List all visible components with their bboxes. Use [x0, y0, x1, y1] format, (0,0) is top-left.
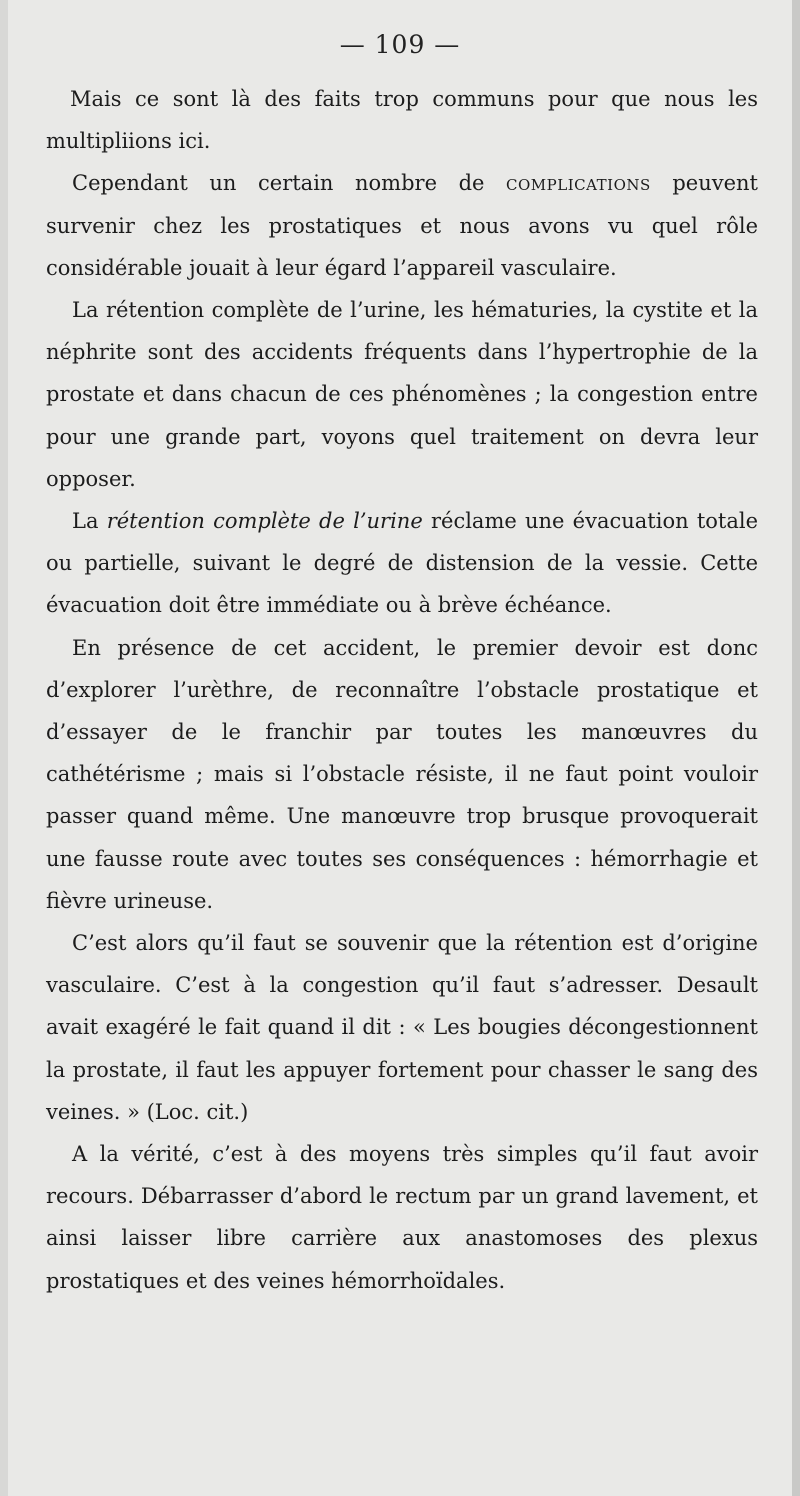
paragraph-2-text-a: Cependant un certain nombre de — [72, 171, 507, 196]
body-text — [46, 78, 758, 1302]
paragraph-3-text: La rétention complète de l’urine, les hématuries, la cystite et la néphrite sont des accidents fréquents dans l’hypertrophie de la prostate et dans chacun de ces phénomènes ; la congestion entre pour une grande part, voyons quel traitement on devra leur opposer. — [46, 298, 758, 491]
paragraph-4-text-b: réclame une évacuation totale ou partielle, suivant le degré de distension de la vessie. Cette évacuation doit être immédiate ou à brève échéance. — [46, 509, 759, 618]
paragraph-1-text: Mais ce sont là des faits trop communs pour que nous les multipliions ici. — [46, 87, 758, 154]
paragraph-4-text-a: La — [72, 509, 107, 534]
paragraph-6 — [46, 922, 758, 1133]
paragraph-6-text: C’est alors qu’il faut se souvenir que la rétention est d’origine vasculaire. C’est à la congestion qu’il faut s’adresser. Desault avait exagéré le fait quand il dit : « Les bougies décongestionnent la prostate, il faut les appuyer fortement pour chasser le sang des veines. » (Loc. cit.) — [46, 931, 758, 1124]
page-edge-shadow — [792, 0, 800, 1496]
complications-smallcaps: complications — [506, 171, 651, 196]
retention-italic: rétention complète de l’urine — [106, 509, 423, 534]
book-page — [8, 0, 792, 1496]
paragraph-3 — [46, 289, 758, 500]
paragraph-2 — [46, 162, 758, 289]
paragraph-2-text-b: peuvent survenir chez les prostatiques et nous avons vu quel rôle considérable jouait à leur égard l’appareil vasculaire. — [46, 171, 758, 280]
paragraph-5-text: En présence de cet accident, le premier devoir est donc d’explorer l’urèthre, de reconnaître l’obstacle prostatique et d’essayer de le franchir par toutes les manœuvres du cathétérisme ; mais si l’obstacle résiste, il ne faut point vouloir passer quand même. Une manœuvre trop brusque provoquerait une fausse route avec toutes ses conséquences : hémorrhagie et fièvre urineuse. — [46, 635, 758, 913]
paragraph-5 — [46, 627, 758, 922]
paragraph-7-text: A la vérité, c’est à des moyens très simples qu’il faut avoir recours. Débarrasser d’abord le rectum par un grand lavement, et ainsi laisser libre carrière aux anastomoses des plexus prostatiques et des veines hémorrhoïdales. — [46, 1142, 758, 1293]
paragraph-1 — [46, 78, 758, 162]
page-number: — 109 — — [339, 30, 461, 59]
paragraph-4 — [46, 500, 758, 627]
paragraph-7 — [46, 1133, 758, 1302]
